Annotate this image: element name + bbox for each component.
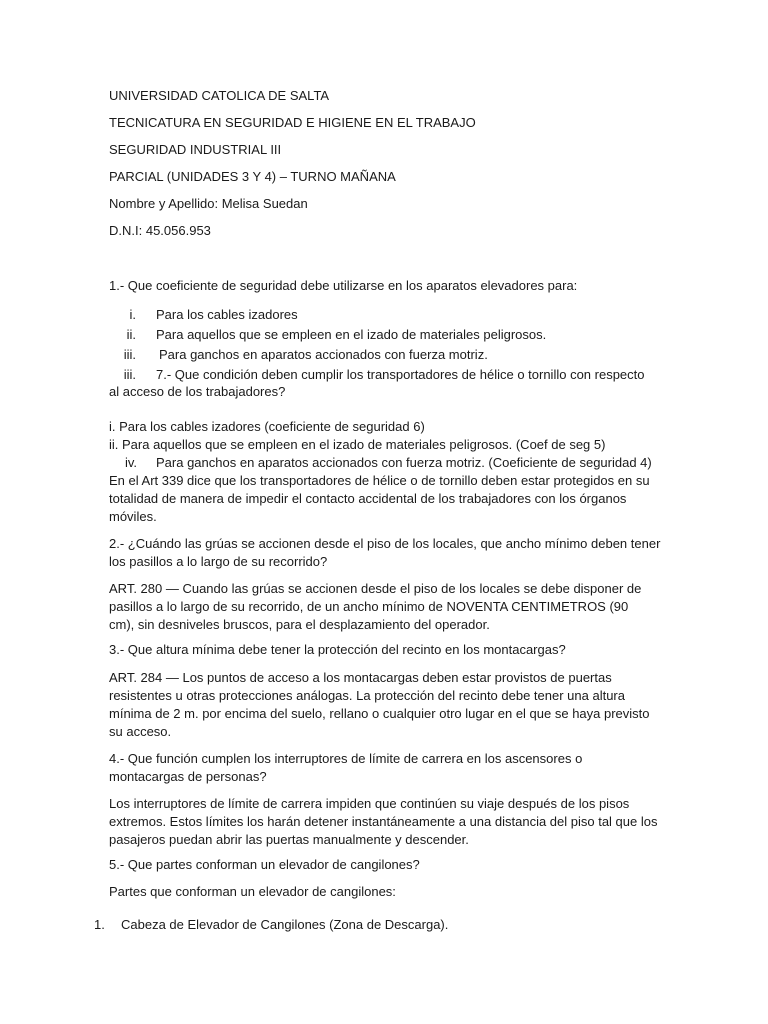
exam-line: PARCIAL (UNIDADES 3 Y 4) – TURNO MAÑANA	[109, 169, 396, 184]
list-number: iii.	[123, 367, 136, 382]
list-number: iii.	[123, 347, 136, 362]
question-7-continuation: al acceso de los trabajadores?	[109, 384, 286, 399]
answer-paragraph: En el Art 339 dice que los transportadores de hélice o de tornillo deben estar protegidos en su totalidad de manera de impedir el contacto accidental de los trabajadores con los órganos móviles.	[109, 473, 650, 524]
question-5: 5.- Que partes conforman un elevador de cangilones?	[109, 857, 420, 872]
answer-line: ii. Para aquellos que se empleen en el izado de materiales peligrosos. (Coef de seg 5)	[109, 437, 606, 452]
list-item-text: Para aquellos que se empleen en el izado de materiales peligrosos.	[156, 327, 547, 342]
question-4: 4.- Que función cumplen los interruptores de límite de carrera en los ascensores o montacargas de personas?	[109, 751, 583, 784]
question-1: 1.- Que coeficiente de seguridad debe utilizarse en los aparatos elevadores para:	[109, 278, 578, 293]
university-line: UNIVERSIDAD CATOLICA DE SALTA	[109, 88, 330, 103]
answer-paragraph: Los interruptores de límite de carrera impiden que continúen su viaje después de los pisos extremos. Estos límites los harán detener instantáneamente a una distancia del piso tal que los pasajeros puedan abrir las puertas manualmente y descender.	[109, 796, 658, 847]
answer-line: Partes que conforman un elevador de cangilones:	[109, 884, 396, 899]
question-3: 3.- Que altura mínima debe tener la protección del recinto en los montacargas?	[109, 642, 566, 657]
student-name-line: Nombre y Apellido: Melisa Suedan	[109, 196, 308, 211]
course-line: SEGURIDAD INDUSTRIAL III	[109, 142, 282, 157]
list-item-text: Cabeza de Elevador de Cangilones (Zona de Descarga).	[121, 917, 449, 932]
answer-paragraph: ART. 284 — Los puntos de acceso a los montacargas deben estar provistos de puertas resistentes u otras protecciones análogas. La protección del recinto debe tener una altura mínima de 2 m. por encima del suelo, rellano o cualquier otro lugar en el que se haya previsto su acceso.	[109, 670, 650, 739]
answer-paragraph: ART. 280 — Cuando las grúas se accionen desde el piso de los locales se debe disponer de pasillos a lo largo de su recorrido, de un ancho mínimo de NOVENTA CENTIMETROS (90 cm), sin desniveles bruscos, para el desplazamiento del operador.	[109, 581, 642, 632]
list-number: i.	[129, 307, 136, 322]
answer-line: Para ganchos en aparatos accionados con fuerza motriz. (Coeficiente de seguridad 4)	[156, 455, 652, 470]
question-7-text: 7.- Que condición deben cumplir los transportadores de hélice o tornillo con respecto	[156, 367, 645, 382]
program-line: TECNICATURA EN SEGURIDAD E HIGIENE EN EL TRABAJO	[109, 115, 476, 130]
list-item-text: Para los cables izadores	[156, 307, 298, 322]
list-number: ii.	[126, 327, 136, 342]
list-item-text: Para ganchos en aparatos accionados con fuerza motriz.	[159, 347, 488, 362]
question-2: 2.- ¿Cuándo las grúas se accionen desde el piso de los locales, que ancho mínimo deben tener los pasillos a lo largo de su recorrido?	[109, 536, 661, 569]
dni-line: D.N.I: 45.056.953	[109, 223, 211, 238]
answer-line: i. Para los cables izadores (coeficiente de seguridad 6)	[109, 419, 425, 434]
list-number: 1.	[94, 917, 105, 932]
list-number: iv.	[124, 455, 137, 470]
